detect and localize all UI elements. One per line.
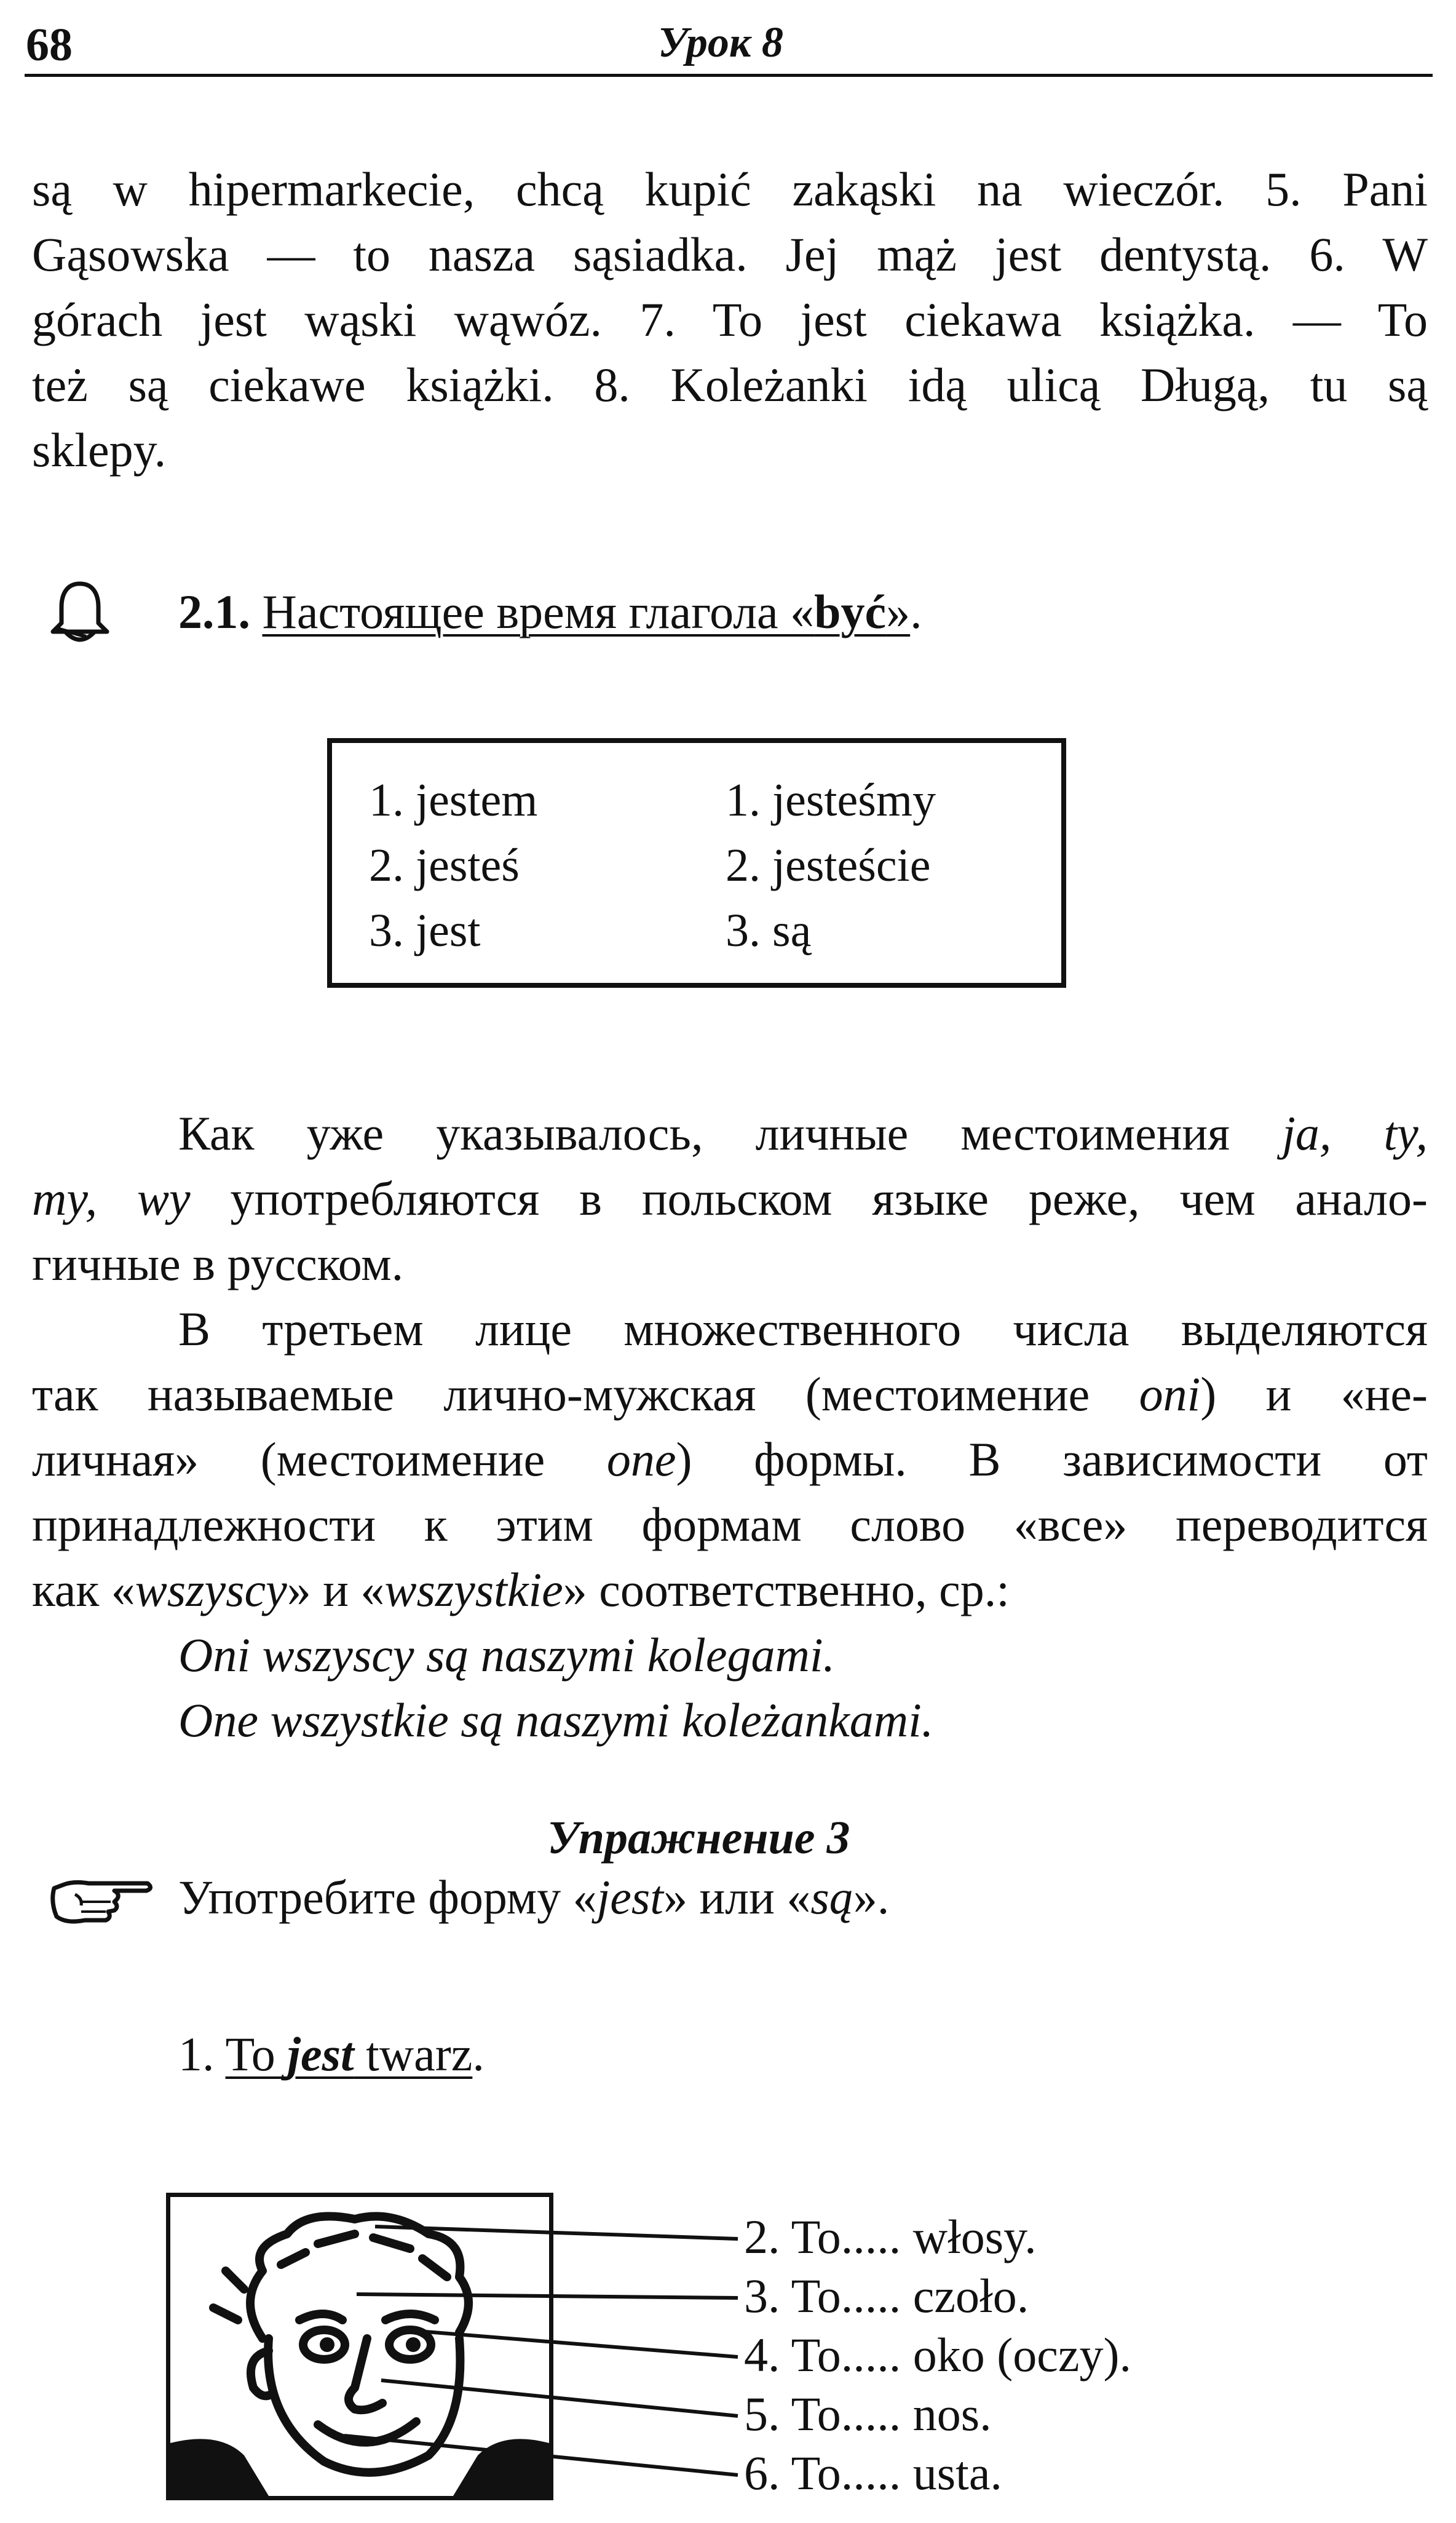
text-line: принадлежности к этим формам слово «все» переводится	[32, 1498, 1428, 1551]
text-run: .	[472, 2027, 485, 2081]
italic-run: ja, ty,	[1282, 1107, 1428, 1160]
section-title-prefix: Настоящее время глагола «	[262, 585, 815, 638]
conjugation-form: 2. jesteście	[726, 840, 931, 891]
section-title-word: być	[814, 585, 887, 638]
conjugation-form: 3. jest	[369, 905, 481, 956]
text-line: В третьем лице множественного числа выделяются	[178, 1302, 1428, 1356]
text-run: Как уже указывалось, личные местоимения	[178, 1107, 1283, 1160]
running-title: Урок 8	[658, 19, 783, 66]
italic-run: wszyscy	[135, 1563, 287, 1616]
text-run: употребляются в польском языке реже, чем анало-	[190, 1172, 1428, 1225]
text-run: личная» (местоимение	[32, 1432, 607, 1486]
text-run: ) и «не-	[1200, 1367, 1428, 1421]
page-number: 68	[26, 19, 73, 71]
text-run: Употребите форму «	[178, 1870, 597, 1924]
exercise-item: 4. To..... oko (oczy).	[744, 2328, 1131, 2382]
italic-run: my, wy	[32, 1172, 191, 1225]
conjugation-form: 1. jestem	[369, 774, 538, 826]
exercise-title: Упражнение 3	[547, 1812, 850, 1864]
text-run: ) формы. В зависимости от	[676, 1432, 1428, 1486]
exercise-item: 3. To..... czoło.	[744, 2269, 1029, 2322]
italic-run: są	[810, 1870, 853, 1924]
italic-run: wszystkie	[384, 1563, 563, 1616]
exercise-item: 2. To..... włosy.	[744, 2210, 1037, 2263]
text-run: как «	[32, 1563, 135, 1616]
text-line: Gąsowska — to nasza sąsiadka. Jej mąż jest dentystą. 6. W	[32, 228, 1428, 281]
exercise-item: 6. To..... usta.	[744, 2446, 1002, 2500]
item-number: 1.	[178, 2027, 226, 2081]
example-sentence: Oni wszyscy są naszymi kolegami.	[178, 1628, 836, 1682]
conjugation-form: 3. są	[726, 905, 812, 956]
text-run: twarz	[354, 2027, 473, 2081]
text-line: też są ciekawe książki. 8. Koleżanki idą ulicą Długą, tu są	[32, 358, 1428, 411]
italic-run: one	[606, 1432, 676, 1486]
conjugation-form: 1. jesteśmy	[726, 774, 936, 826]
answer-word: jest	[287, 2027, 354, 2081]
section-title-suffix: »	[886, 585, 911, 638]
text-line: sklepy.	[32, 423, 167, 477]
section-title-end: .	[910, 585, 922, 638]
text-run: ».	[853, 1870, 890, 1924]
conjugation-form: 2. jesteś	[369, 840, 520, 891]
text-run: » и «	[287, 1563, 385, 1616]
text-run: To	[225, 2027, 288, 2081]
text-line: są w hipermarkecie, chcą kupić zakąski na wieczór. 5. Pani	[32, 162, 1428, 216]
italic-run: oni	[1139, 1367, 1201, 1421]
text-line: гичные в русском.	[32, 1237, 404, 1290]
italic-run: jest	[596, 1870, 663, 1924]
text-run: » или «	[663, 1870, 811, 1924]
section-number: 2.1.	[178, 585, 250, 638]
text-line: górach jest wąski wąwóz. 7. To jest ciekawa książka. — To	[32, 293, 1428, 346]
exercise-item: 5. To..... nos.	[744, 2387, 992, 2441]
text-run: » соответственно, ср.:	[563, 1563, 1010, 1616]
example-sentence: One wszystkie są naszymi koleżankami.	[178, 1693, 934, 1747]
text-run: так называемые лично-мужская (местоимение	[32, 1367, 1139, 1421]
